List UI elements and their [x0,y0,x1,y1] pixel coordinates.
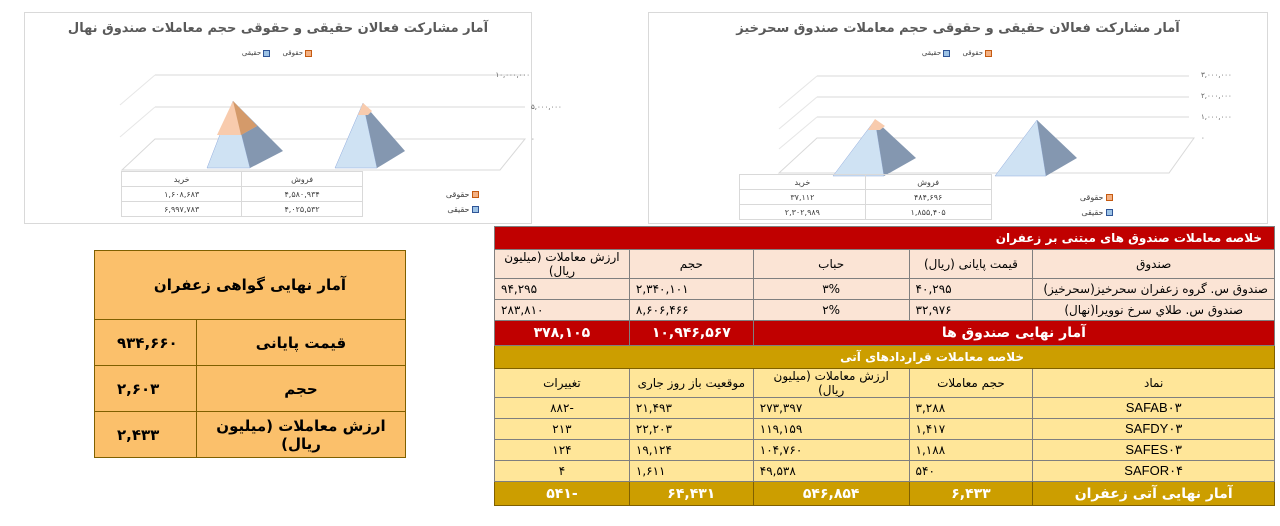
category-buy: خرید [122,172,242,187]
futures-volume: ۳,۲۸۸ [909,398,1033,419]
futures-open-interest: ۱,۶۱۱ [629,461,753,482]
legal-sell-value: ۴۸۴,۶۹۶ [865,190,991,205]
funds-total-value: ۳۷۸,۱۰۵ [495,321,630,346]
funds-total-label: آمار نهایی صندوق ها [753,321,1274,346]
table-row [495,300,1275,321]
y-tick: ۱,۰۰۰,۰۰۰ [1201,113,1232,121]
funds-futures-table [494,226,1275,506]
legal-sell-value: ۴,۵۸۰,۹۳۴ [242,187,362,202]
certificate-value: ۲,۴۳۳ [95,412,197,458]
futures-total-label: آمار نهایی آتی زعفران [1033,482,1275,506]
legal-swatch-icon [472,191,479,198]
futures-symbol: SAFDY۰۳ [1033,419,1275,440]
futures-value: ۱۰۴,۷۶۰ [753,440,909,461]
futures-title: خلاصه معاملات قراردادهای آتی [495,346,1275,369]
futures-total-open-interest: ۶۴,۴۳۱ [629,482,753,506]
futures-value: ۴۹,۵۳۸ [753,461,909,482]
column-header: ارزش معاملات (میلیون ریال) [753,369,909,398]
column-header: حجم [629,250,753,279]
futures-open-interest: ۲۲,۲۰۳ [629,419,753,440]
fund-volume: ۸,۶۰۶,۴۶۶ [629,300,753,321]
futures-total-value: ۵۴۶,۸۵۴ [753,482,909,506]
futures-total-volume: ۶,۴۳۳ [909,482,1033,506]
funds-total-volume: ۱۰,۹۴۶,۵۶۷ [629,321,753,346]
real-swatch-icon [472,206,479,213]
fund-name: صندوق س. گروه زعفران سحرخیز(سحرخیز) [1033,279,1275,300]
futures-volume: ۱,۴۱۷ [909,419,1033,440]
y-tick: ۳,۰۰۰,۰۰۰ [1201,71,1232,79]
real-sell-value: ۴,۰۲۵,۵۳۲ [242,202,362,217]
table-row [495,419,1275,440]
table-row [495,398,1275,419]
futures-change: ۱۲۴ [495,440,630,461]
futures-total-row [495,482,1275,506]
certificate-table [94,250,406,458]
category-buy: خرید [740,175,866,190]
certificate-label: حجم [197,366,406,412]
legend-item-real: حقیقی [242,49,272,57]
fund-name: صندوق س. طلاي سرخ نوويرا(نهال) [1033,300,1275,321]
certificate-value: ۲,۶۰۳ [95,366,197,412]
table-row [495,279,1275,300]
certificate-value: ۹۳۴,۶۶۰ [95,320,197,366]
fund-volume: ۲,۳۴۰,۱۰۱ [629,279,753,300]
column-header: نماد [1033,369,1275,398]
futures-volume: ۵۴۰ [909,461,1033,482]
real-swatch-icon [1106,209,1113,216]
futures-open-interest: ۲۱,۴۹۳ [629,398,753,419]
real-buy-value: ۲,۳۰۲,۹۸۹ [740,205,866,220]
chart-title: آمار مشارکت فعالان حقیقی و حقوقی حجم معاملات صندوق نهال [67,21,489,36]
funds-title: خلاصه معاملات صندوق های مبتنی بر زعفران [495,227,1275,250]
fund-value: ۹۴,۲۹۵ [495,279,630,300]
futures-symbol: SAFES۰۳ [1033,440,1275,461]
y-tick: ۰ [531,135,535,143]
chart-data-table: فروش خرید حقوقی ۴۸۴,۶۹۶ ۳۷,۱۱۲ حقیقی ۱,۸۵۵,۴۰۵ ۲,۳۰۲,۹۸۹ [739,174,1115,220]
table-row [495,440,1275,461]
futures-value: ۱۱۹,۱۵۹ [753,419,909,440]
chart-data-table: فروش خرید حقوقی ۴,۵۸۰,۹۳۴ ۱,۶۰۸,۶۸۳ حقیقی ۴,۰۲۵,۵۳۲ ۶,۹۹۷,۷۸۳ [121,171,481,217]
funds-total-row [495,321,1275,346]
chart-saharkhiz [648,12,1268,224]
futures-total-change: -۵۴۱ [495,482,630,506]
legal-swatch-icon [1106,194,1113,201]
chart-title: آمار مشارکت فعالان حقیقی و حقوقی حجم معاملات صندوق سحرخیز [736,21,1180,36]
y-tick: ۵,۰۰۰,۰۰۰ [531,103,562,111]
certificate-title: آمار نهایی گواهی زعفران [95,251,406,320]
column-header: حباب [753,250,909,279]
legend-item-legal: حقوقی [962,49,994,57]
chart-nahal [24,12,562,224]
legal-buy-value: ۳۷,۱۱۲ [740,190,866,205]
y-tick: ۲,۰۰۰,۰۰۰ [1201,92,1232,100]
column-header: صندوق [1033,250,1275,279]
table-row [495,461,1275,482]
column-header: موقعیت باز روز جاری [629,369,753,398]
certificate-label: ارزش معاملات (میلیون ریال) [197,412,406,458]
futures-change: -۸۸۲ [495,398,630,419]
futures-symbol: SAFAB۰۳ [1033,398,1275,419]
fund-price: ۴۰,۲۹۵ [909,279,1033,300]
category-sell: فروش [865,175,991,190]
legal-buy-value: ۱,۶۰۸,۶۸۳ [122,187,242,202]
legend-item-real: حقیقی [922,49,952,57]
fund-bubble: ۳% [753,279,909,300]
y-tick: ۱۰,۰۰۰,۰۰۰ [495,71,530,79]
column-header: حجم معاملات [909,369,1033,398]
futures-change: ۲۱۳ [495,419,630,440]
category-sell: فروش [242,172,362,187]
futures-volume: ۱,۱۸۸ [909,440,1033,461]
futures-change: ۴ [495,461,630,482]
real-buy-value: ۶,۹۹۷,۷۸۳ [122,202,242,217]
real-sell-value: ۱,۸۵۵,۴۰۵ [865,205,991,220]
y-tick: ۰ [1201,134,1205,142]
futures-value: ۲۷۳,۳۹۷ [753,398,909,419]
fund-price: ۳۲,۹۷۶ [909,300,1033,321]
column-header: تغییرات [495,369,630,398]
futures-symbol: SAFOR۰۴ [1033,461,1275,482]
fund-value: ۲۸۳,۸۱۰ [495,300,630,321]
column-header: ارزش معاملات (میلیون ریال) [495,250,630,279]
certificate-label: قیمت پایانی [197,320,406,366]
futures-open-interest: ۱۹,۱۲۴ [629,440,753,461]
fund-bubble: ۲% [753,300,909,321]
column-header: قیمت پایانی (ریال) [909,250,1033,279]
legend-item-legal: حقوقی [282,49,314,57]
